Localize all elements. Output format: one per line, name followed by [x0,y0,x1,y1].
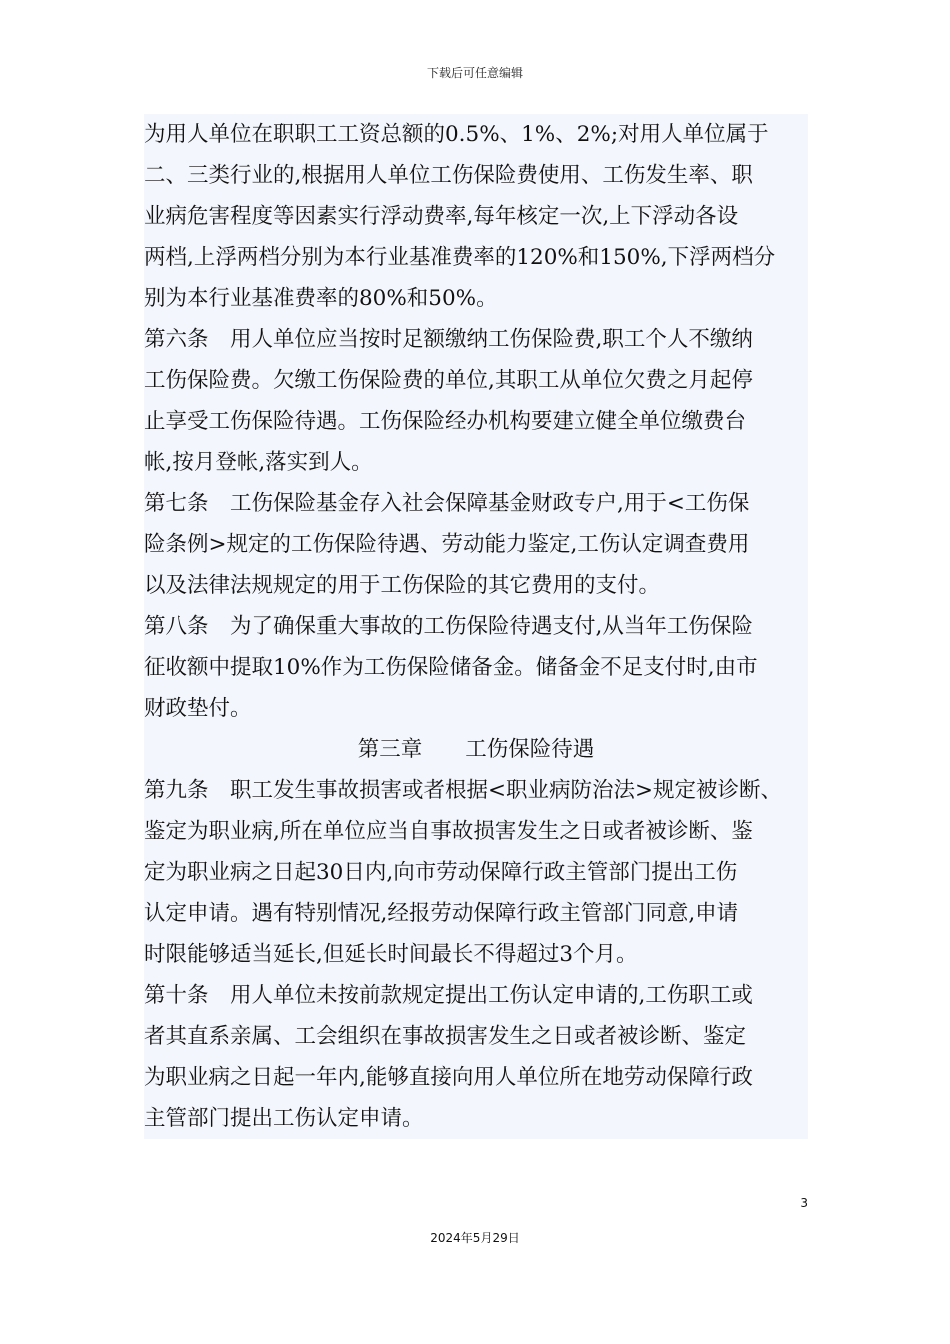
body-line: 两档,上浮两档分别为本行业基准费率的120%和150%,下浮两档分 [144,245,776,270]
body-line: 帐,按月登帐,落实到人。 [144,450,373,475]
body-line: 鉴定为职业病,所在单位应当自事故损害发生之日或者被诊断、鉴 [144,819,753,844]
body-line: 定为职业病之日起30日内,向市劳动保障行政主管部门提出工伤 [144,860,738,885]
chapter-heading: 第三章 工伤保险待遇 [357,737,595,762]
article-9-line: 第九条 职工发生事故损害或者根据<职业病防治法>规定被诊断、 [144,778,783,803]
page-number: 3 [800,1196,808,1210]
body-line: 止享受工伤保险待遇。工伤保险经办机构要建立健全单位缴费台 [144,409,747,434]
body-line: 工伤保险费。欠缴工伤保险费的单位,其职工从单位欠费之月起停 [144,368,753,393]
body-line: 险条例>规定的工伤保险待遇、劳动能力鉴定,工伤认定调查费用 [144,532,750,557]
article-10-line: 第十条 用人单位未按前款规定提出工伤认定申请的,工伤职工或 [144,983,753,1008]
body-line: 为用人单位在职职工工资总额的0.5%、1%、2%;对用人单位属于 [144,122,769,147]
page-header: 下载后可任意编辑 [426,66,523,80]
article-6-line: 第六条 用人单位应当按时足额缴纳工伤保险费,职工个人不缴纳 [144,327,753,352]
body-line: 时限能够适当延长,但延长时间最长不得超过3个月。 [144,942,638,967]
body-line: 别为本行业基准费率的80%和50%。 [144,286,498,311]
body-line: 认定申请。遇有特别情况,经报劳动保障行政主管部门同意,申请 [144,901,739,926]
body-line: 征收额中提取10%作为工伤保险储备金。储备金不足支付时,由市 [144,655,758,680]
body-line: 财政垫付。 [144,696,252,721]
document-body [144,114,808,1139]
body-line: 者其直系亲属、工会组织在事故损害发生之日或者被诊断、鉴定 [144,1024,747,1049]
body-line: 二、三类行业的,根据用人单位工伤保险费使用、工伤发生率、职 [144,163,753,188]
body-line: 主管部门提出工伤认定申请。 [144,1106,424,1131]
article-7-line: 第七条 工伤保险基金存入社会保障基金财政专户,用于<工伤保 [144,491,750,516]
body-line: 业病危害程度等因素实行浮动费率,每年核定一次,上下浮动各设 [144,204,739,229]
footer-date: 2024年5月29日 [430,1231,520,1245]
body-line: 以及法律法规规定的用于工伤保险的其它费用的支付。 [144,573,661,598]
article-8-line: 第八条 为了确保重大事故的工伤保险待遇支付,从当年工伤保险 [144,614,753,639]
body-line: 为职业病之日起一年内,能够直接向用人单位所在地劳动保障行政 [144,1065,753,1090]
